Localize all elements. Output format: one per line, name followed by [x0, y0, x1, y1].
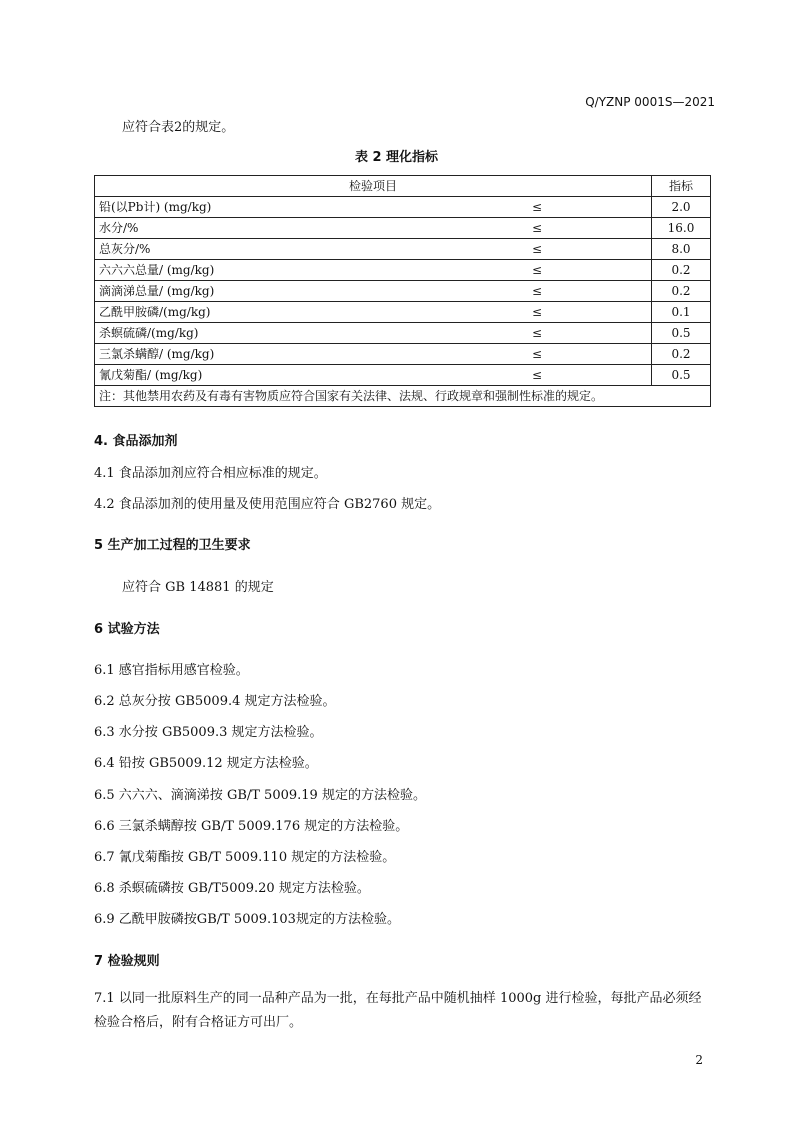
item-value: 0.2	[652, 344, 711, 365]
item-name: 杀螟硫磷/(mg/kg)	[95, 323, 424, 344]
section-6-item: 6.1 感官指标用感官检验。	[94, 663, 249, 678]
item-name: 铅(以Pb计) (mg/kg)	[95, 197, 424, 218]
item-name: 三氯杀螨醇/ (mg/kg)	[95, 344, 424, 365]
table-row	[95, 260, 711, 281]
item-value: 0.5	[652, 323, 711, 344]
item-name: 六六六总量/ (mg/kg)	[95, 260, 424, 281]
section-6-item: 6.7 氰戊菊酯按 GB/T 5009.110 规定的方法检验。	[94, 850, 396, 865]
item-value: 0.5	[652, 365, 711, 386]
comparison-symbol: ≤	[423, 365, 652, 386]
section-7-item: 7.1 以同一批原料生产的同一品种产品为一批，在每批产品中随机抽样 1000g 进行检验，每批产品必须经检验合格后，附有合格证方可出厂。	[94, 991, 702, 1030]
item-value: 2.0	[652, 197, 711, 218]
section-5-title: 5 生产加工过程的卫生要求	[94, 538, 251, 553]
item-value: 8.0	[652, 239, 711, 260]
table-header-row	[95, 176, 711, 197]
section-6-item: 6.9 乙酰甲胺磷按GB/T 5009.103规定的方法检验。	[94, 912, 400, 927]
section-6-title: 6 试验方法	[94, 622, 160, 637]
item-value: 0.1	[652, 302, 711, 323]
section-5-body: 应符合 GB 14881 的规定	[122, 580, 274, 595]
comparison-symbol: ≤	[423, 218, 652, 239]
item-value: 0.2	[652, 281, 711, 302]
table-row	[95, 239, 711, 260]
table-note: 注：其他禁用农药及有毒有害物质应符合国家有关法律、法规、行政规章和强制性标准的规定。	[95, 386, 711, 407]
section-6-item: 6.6 三氯杀螨醇按 GB/T 5009.176 规定的方法检验。	[94, 819, 409, 834]
table-row	[95, 365, 711, 386]
section-6-item: 6.8 杀螟硫磷按 GB/T5009.20 规定方法检验。	[94, 881, 370, 896]
comparison-symbol: ≤	[423, 281, 652, 302]
section-6-item: 6.5 六六六、滴滴涕按 GB/T 5009.19 规定的方法检验。	[94, 788, 426, 803]
document-code: Q/YZNP 0001S—2021	[585, 95, 715, 109]
table-row	[95, 197, 711, 218]
comparison-symbol: ≤	[423, 197, 652, 218]
section-7-title: 7 检验规则	[94, 954, 160, 969]
section-6-item: 6.3 水分按 GB5009.3 规定方法检验。	[94, 725, 323, 740]
section-4-item: 4.2 食品添加剂的使用量及使用范围应符合 GB2760 规定。	[94, 497, 441, 512]
section-4-item: 4.1 食品添加剂应符合相应标准的规定。	[94, 466, 327, 481]
item-value: 0.2	[652, 260, 711, 281]
comparison-symbol: ≤	[423, 323, 652, 344]
page-number: 2	[695, 1053, 703, 1067]
section-4-title: 4. 食品添加剂	[94, 434, 178, 449]
item-name: 水分/%	[95, 218, 424, 239]
comparison-symbol: ≤	[423, 302, 652, 323]
table-row	[95, 323, 711, 344]
column-header-value: 指标	[652, 176, 711, 197]
table-note-row	[95, 386, 711, 407]
column-header-item: 检验项目	[95, 176, 652, 197]
item-name: 氰戊菊酯/ (mg/kg)	[95, 365, 424, 386]
comparison-symbol: ≤	[423, 239, 652, 260]
item-name: 滴滴涕总量/ (mg/kg)	[95, 281, 424, 302]
section-6-item: 6.2 总灰分按 GB5009.4 规定方法检验。	[94, 694, 336, 709]
table-row	[95, 302, 711, 323]
item-name: 总灰分/%	[95, 239, 424, 260]
table-caption: 表 2 理化指标	[354, 150, 439, 165]
physicochemical-table	[94, 175, 711, 407]
section-6-item: 6.4 铅按 GB5009.12 规定方法检验。	[94, 756, 318, 771]
table-row	[95, 344, 711, 365]
table-row	[95, 281, 711, 302]
comparison-symbol: ≤	[423, 344, 652, 365]
item-name: 乙酰甲胺磷/(mg/kg)	[95, 302, 424, 323]
comparison-symbol: ≤	[423, 260, 652, 281]
table-row	[95, 218, 711, 239]
intro-text: 应符合表2的规定。	[122, 120, 235, 135]
item-value: 16.0	[652, 218, 711, 239]
